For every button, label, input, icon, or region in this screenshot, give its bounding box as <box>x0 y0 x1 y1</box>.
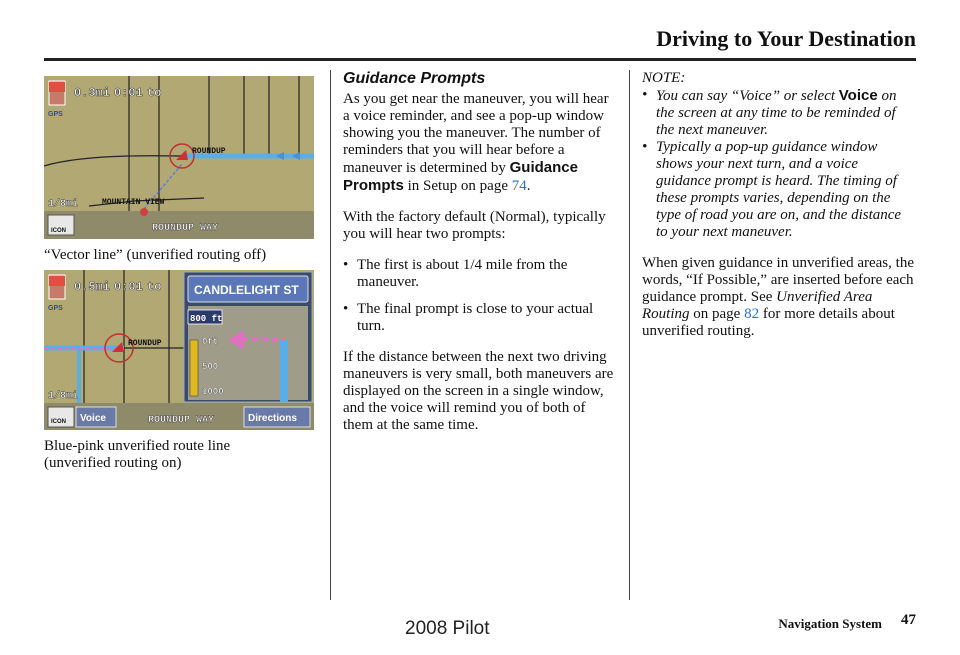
unverified-routing-ref: Unverified Area Routing <box>642 289 873 322</box>
guidance-prompts-term: Guidance Prompts <box>343 159 578 194</box>
guidance-prompts-heading: Guidance Prompts <box>343 70 486 87</box>
guidance-tick-1000: 1000 <box>202 387 224 397</box>
map2-voice-button: Voice <box>80 413 106 424</box>
column-divider-right <box>629 70 630 600</box>
map1-scale: 1/8mi <box>48 199 79 210</box>
bullet-first-prompt: • The first is about 1/4 mile from the maneuver. <box>343 257 618 291</box>
map2-to: to <box>147 280 162 294</box>
bullet-final-prompt: • The final prompt is close to your actual turn. <box>343 301 618 335</box>
map-screenshot-vector-line <box>44 76 314 239</box>
map2-time: 0:01 <box>114 280 143 294</box>
map2-icon-button: ICON <box>51 419 66 425</box>
map1-street-mountain-view: MOUNTAIN VIEW <box>102 198 165 207</box>
note-voice-command: • You can say “Voice” or select Voice on the screen at any time to be reminded of the next maneuver. <box>642 87 916 139</box>
caption2-line1: Blue-pink unverified route line <box>44 438 231 454</box>
map1-street-roundup-way: ROUNDUP WAY <box>152 223 219 234</box>
map1-time: 0:01 <box>114 86 143 100</box>
map2-distance: 0.5mi <box>74 280 111 294</box>
map1-to: to <box>147 86 162 100</box>
paragraph-factory-default: With the factory default (Normal), typically you will hear two prompts: <box>343 209 606 242</box>
caption2-line2: (unverified routing on) <box>44 455 182 471</box>
guidance-tick-0ft: 0ft <box>202 337 219 347</box>
note-label: NOTE: <box>642 70 686 86</box>
middle-column <box>343 70 618 448</box>
guidance-tick-500: 500 <box>202 362 219 372</box>
page-link-82[interactable]: 82 <box>744 306 760 322</box>
paragraph-small-distance: If the distance between the next two driving maneuvers is very small, both maneuvers are displayed on the screen in a single window, and the voice will remind you of both of them at the same time. <box>343 349 614 433</box>
paragraph-guidance-intro: As you get near the maneuver, you will hear a voice reminder, and see a pop-up window showing you the maneuver. The number of reminders that you will hear before a maneuver is determined by Guidance Prompts in Setup on page 74. <box>343 91 609 194</box>
map2-gps-label: GPS <box>48 305 63 312</box>
page-link-74[interactable]: 74 <box>511 178 527 194</box>
header-rule <box>44 58 916 61</box>
map1-icon-button: ICON <box>51 228 66 234</box>
watermark: 2008 Pilot <box>405 618 490 639</box>
map-screenshot-unverified-route <box>44 270 314 430</box>
column-divider-left <box>330 70 331 600</box>
note-popup-window: • Typically a pop-up guidance window shows your next turn, and a voice guidance prompt is heard. The timing of these prompts varies, depending on the type of road you are on, and the distance to your next maneuver. <box>642 139 916 241</box>
map1-street-roundup: ROUNDUP <box>192 147 226 156</box>
map2-directions-button: Directions <box>248 413 297 424</box>
map2-street-roundup-way: ROUNDUP WAY <box>148 415 215 426</box>
map1-gps-label: GPS <box>48 111 63 118</box>
right-column <box>642 70 916 354</box>
paragraph-unverified-areas: When given guidance in unverified areas, the words, “If Possible,” are inserted before each guidance prompt. See Unverified Area Routing on page 82 for more details about unverified routing. <box>642 255 914 339</box>
caption-vector-line: “Vector line” (unverified routing off) <box>44 247 267 263</box>
prompts-bullet-list <box>343 257 618 335</box>
map1-distance: 0.3mi <box>74 86 111 100</box>
caption-unverified-route <box>44 438 230 472</box>
note-list <box>642 87 916 241</box>
guidance-distance-label: 800 ft <box>190 314 223 324</box>
footer-page-number: 47 <box>901 612 916 628</box>
page-header-title: Driving to Your Destination <box>656 26 916 51</box>
footer-section-title: Navigation System <box>778 616 882 631</box>
voice-term: Voice <box>838 87 878 104</box>
map2-scale: 1/8mi <box>48 391 79 402</box>
guidance-street-banner: CANDLELIGHT ST <box>194 283 299 297</box>
map2-street-roundup: ROUNDUP <box>128 339 162 348</box>
